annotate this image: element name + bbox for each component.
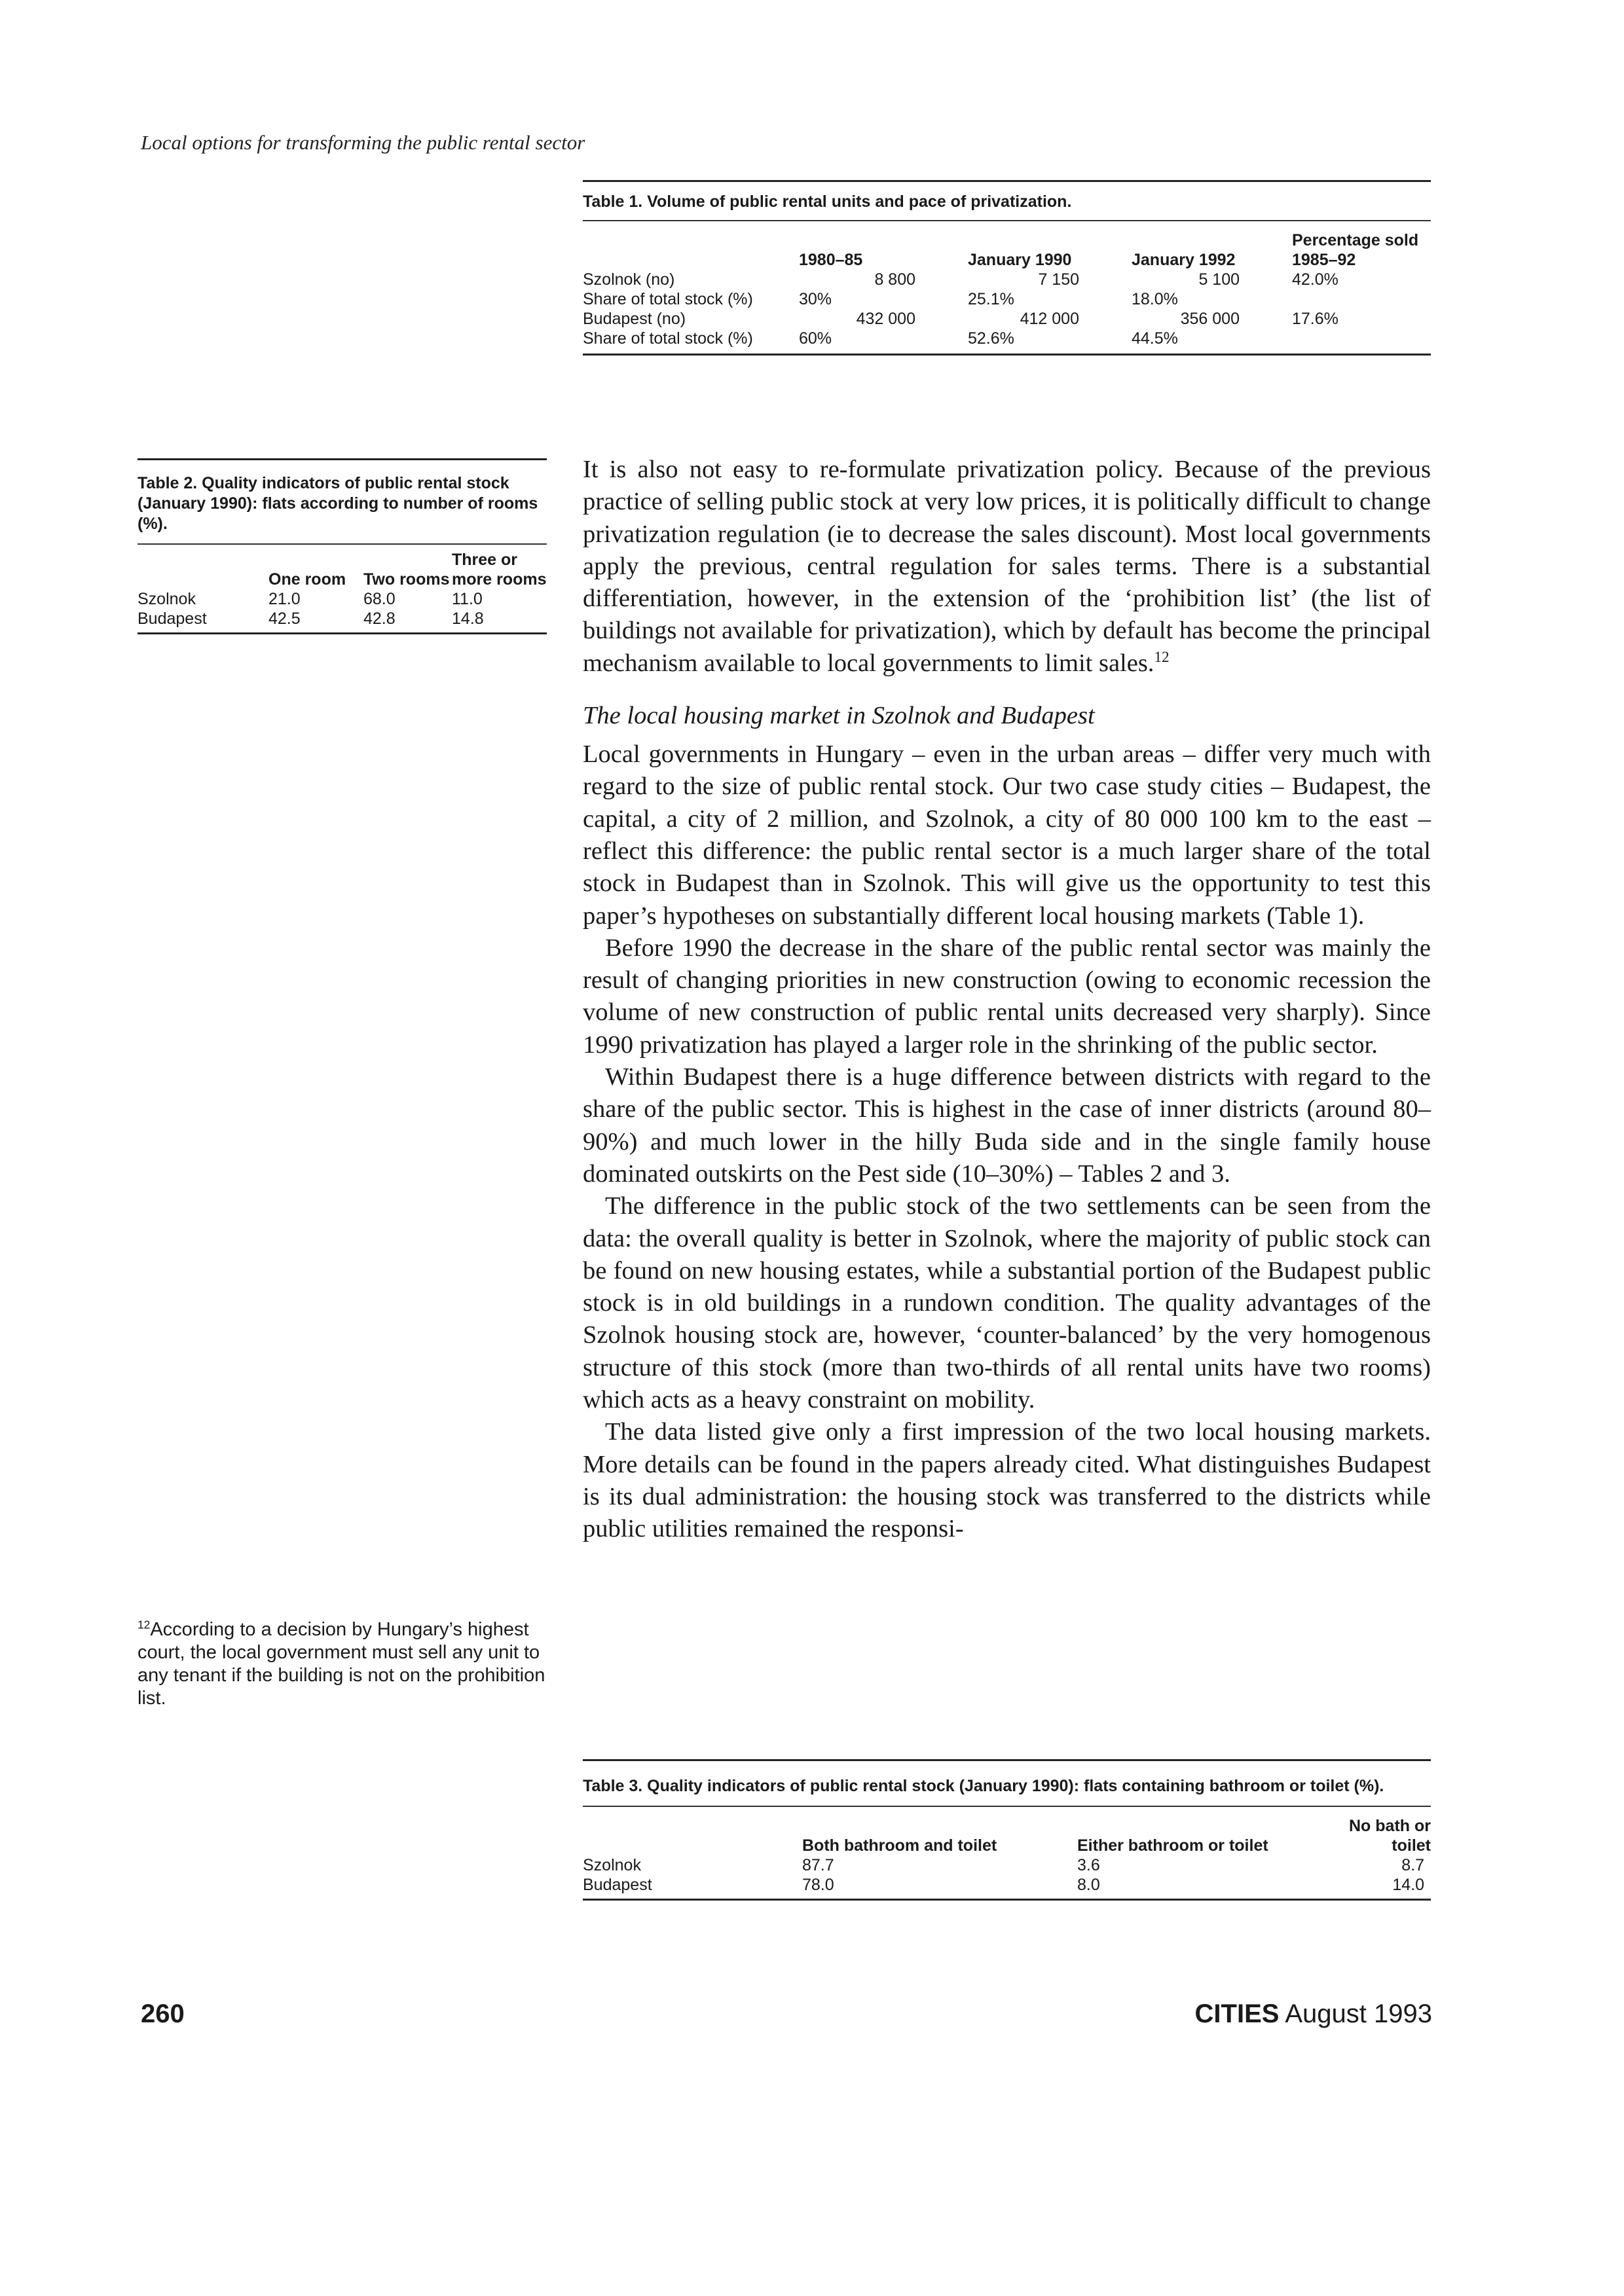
table-3-header-rule [583,1806,1431,1807]
table-3-bottom-rule [583,1899,1431,1901]
table-row [583,270,1431,289]
paragraph: Within Budapest there is a huge difference between districts with regard to the share of the public sector. This is highest in the case of inner districts (around 80–90%) and much lower in the hilly Buda side and in the single family house dominated outskirts on the Pest side (10–30%) – Tables 2 and 3. [583,1063,1431,1188]
table-1-cell [1292,329,1431,348]
table-2-header-cell: One room [268,570,346,589]
table-row [583,289,1431,309]
table-1-row-label: Share of total stock (%) [583,329,753,348]
table-2-cell: 21.0 [268,590,301,608]
table-1-caption: Table 1. Volume of public rental units and pace of privatization. [583,192,1072,211]
table-1-cell: 5 100 [1198,270,1240,289]
table-3-cell: 3.6 [1077,1856,1100,1874]
table-1-row-label: Budapest (no) [583,310,686,328]
table-1-header-cell: January 1992 [1132,251,1236,269]
footnote [138,1618,547,1710]
table-2-row-label: Szolnok [138,590,196,608]
table-1-cell: 42.0% [1292,270,1338,289]
paragraph: The data listed give only a first impression of the two local housing markets. More details can be found in the papers already cited. What distinguishes Budapest is its dual administration: the housing stock was transferred to the districts while public utilities remained the responsi- [583,1418,1431,1543]
running-head: Local options for transforming the public rental sector [141,131,585,154]
table-1-cell: 60% [799,329,832,348]
table-3-grid [583,1816,1431,1895]
table-3-cell: 8.0 [1077,1876,1100,1894]
table-row [583,1855,1431,1875]
table-1-cell: 25.1% [968,290,1014,308]
table-1-header-cell: Percentage sold 1985–92 [1292,231,1419,269]
table-3-cell: 78.0 [802,1876,834,1894]
journal-info [1195,1999,1432,2029]
table-2 [138,458,547,634]
article-body [583,454,1431,1546]
journal-issue: August 1993 [1285,1999,1432,2028]
table-1-cell: 7 150 [1038,270,1079,289]
table-3-header-cell: Both bathroom and toilet [802,1836,997,1855]
table-2-header-cell [138,550,268,589]
table-1-cell: 8 800 [874,270,915,289]
paragraph: The difference in the public stock of the two settlements can be seen from the data: the overall quality is better in Szolnok, where the majority of public stock can be found on new housing estates, while a substantial portion of the Budapest public stock is in old buildings in a rundown condition. The quality advantages of the Szolnok housing stock are, however, ‘counter-balanced’ by the very homogenous structure of this stock (more than two-thirds of all rental units have two rooms) which acts as a heavy constraint on mobility. [583,1192,1431,1414]
table-3-row-label: Szolnok [583,1856,641,1874]
table-1-cell: 412 000 [1020,310,1079,328]
table-1-header-cell [583,230,799,270]
table-2-grid [138,550,547,629]
table-1-grid [583,230,1431,348]
table-2-header-row [138,550,547,589]
table-1-header-cell: 1980–85 [799,251,863,269]
table-2-cell: 42.8 [363,610,396,628]
table-3-cell: 87.7 [802,1856,834,1874]
table-row [583,1875,1431,1895]
table-2-header-cell: Two rooms [363,570,450,589]
table-1-cell: 356 000 [1180,310,1240,328]
table-2-header-rule [138,543,547,545]
footnote-text: According to a decision by Hungary’s highest court, the local government must sell any unit to any tenant if the building is not on the prohibition list. [138,1619,545,1709]
table-3-row-label: Budapest [583,1876,652,1894]
table-3-cell: 14.0 [1392,1876,1424,1894]
table-2-cell: 14.8 [452,610,484,628]
table-3-cell: 8.7 [1401,1856,1424,1874]
table-2-cell: 11.0 [452,590,483,608]
table-1 [583,180,1431,355]
table-2-row-label: Budapest [138,610,207,628]
footnote-reference: 12 [1154,647,1170,665]
table-row [138,589,547,609]
table-2-bottom-rule [138,632,547,634]
paragraph-text: It is also not easy to re-formulate privatization policy. Because of the previous practice of selling public stock at very low prices, it is politically difficult to change privatization regulation (ie to decrease the sales discount). Most local governments apply the previous, central regulation for sales terms. There is a substantial differentiation, however, in the extension of the ‘prohibition list’ (the list of buildings not available for privatization), which by default has become the principal mechanism available to local governments to limit sales. [583,456,1431,677]
table-1-cell: 18.0% [1132,290,1178,308]
table-1-cell: 17.6% [1292,310,1338,328]
table-1-row-label: Share of total stock (%) [583,290,753,308]
table-2-caption: Table 2. Quality indicators of public rental stock (January 1990): flats according to number of rooms (%). [138,474,538,533]
table-1-cell: 44.5% [1132,329,1178,348]
table-2-cell: 68.0 [363,590,396,608]
table-3 [583,1759,1431,1901]
table-row [583,309,1431,329]
table-row [583,329,1431,348]
table-3-header-cell: Either bathroom or toilet [1077,1836,1268,1855]
table-1-cell [1292,289,1431,309]
paragraph: Local governments in Hungary – even in the urban areas – differ very much with regard to the size of public rental stock. Our two case study cities – Budapest, the capital, a city of 2 million, and Szolnok, a city of 80 000 100 km to the east – reflect this difference: the public rental sector is a much larger share of the total stock in Budapest than in Szolnok. This will give us the opportunity to test this paper’s hypotheses on substantially different local housing markets (Table 1). [583,740,1431,930]
table-1-cell: 30% [799,290,832,308]
footnote-marker: 12 [138,1618,151,1631]
table-3-header-cell [583,1816,802,1855]
table-1-cell: 432 000 [856,310,915,328]
paragraph: Before 1990 the decrease in the share of the public rental sector was mainly the result of changing priorities in new construction (owing to economic recession the volume of new construction of public rental units decreased very sharply). Since 1990 privatization has played a larger role in the shrinking of the public sector. [583,934,1431,1059]
table-1-cell: 52.6% [968,329,1014,348]
table-2-cell: 42.5 [268,610,301,628]
page-number: 260 [141,1999,185,2028]
table-2-header-cell: Three or more rooms [452,551,547,589]
table-3-header-cell: No bath or toilet [1349,1817,1431,1855]
table-1-bottom-rule [583,354,1431,355]
table-1-header-row [583,230,1431,270]
table-1-header-cell: January 1990 [968,251,1072,269]
section-heading: The local housing market in Szolnok and Budapest [583,702,1095,730]
paragraph [583,454,1431,680]
table-1-header-rule [583,220,1431,221]
journal-name: CITIES [1194,1999,1280,2028]
table-3-header-row [583,1816,1431,1855]
table-3-caption: Table 3. Quality indicators of public rental stock (January 1990): flats containing bathroom or toilet (%). [583,1777,1384,1795]
table-1-row-label: Szolnok (no) [583,270,675,289]
table-row [138,609,547,629]
